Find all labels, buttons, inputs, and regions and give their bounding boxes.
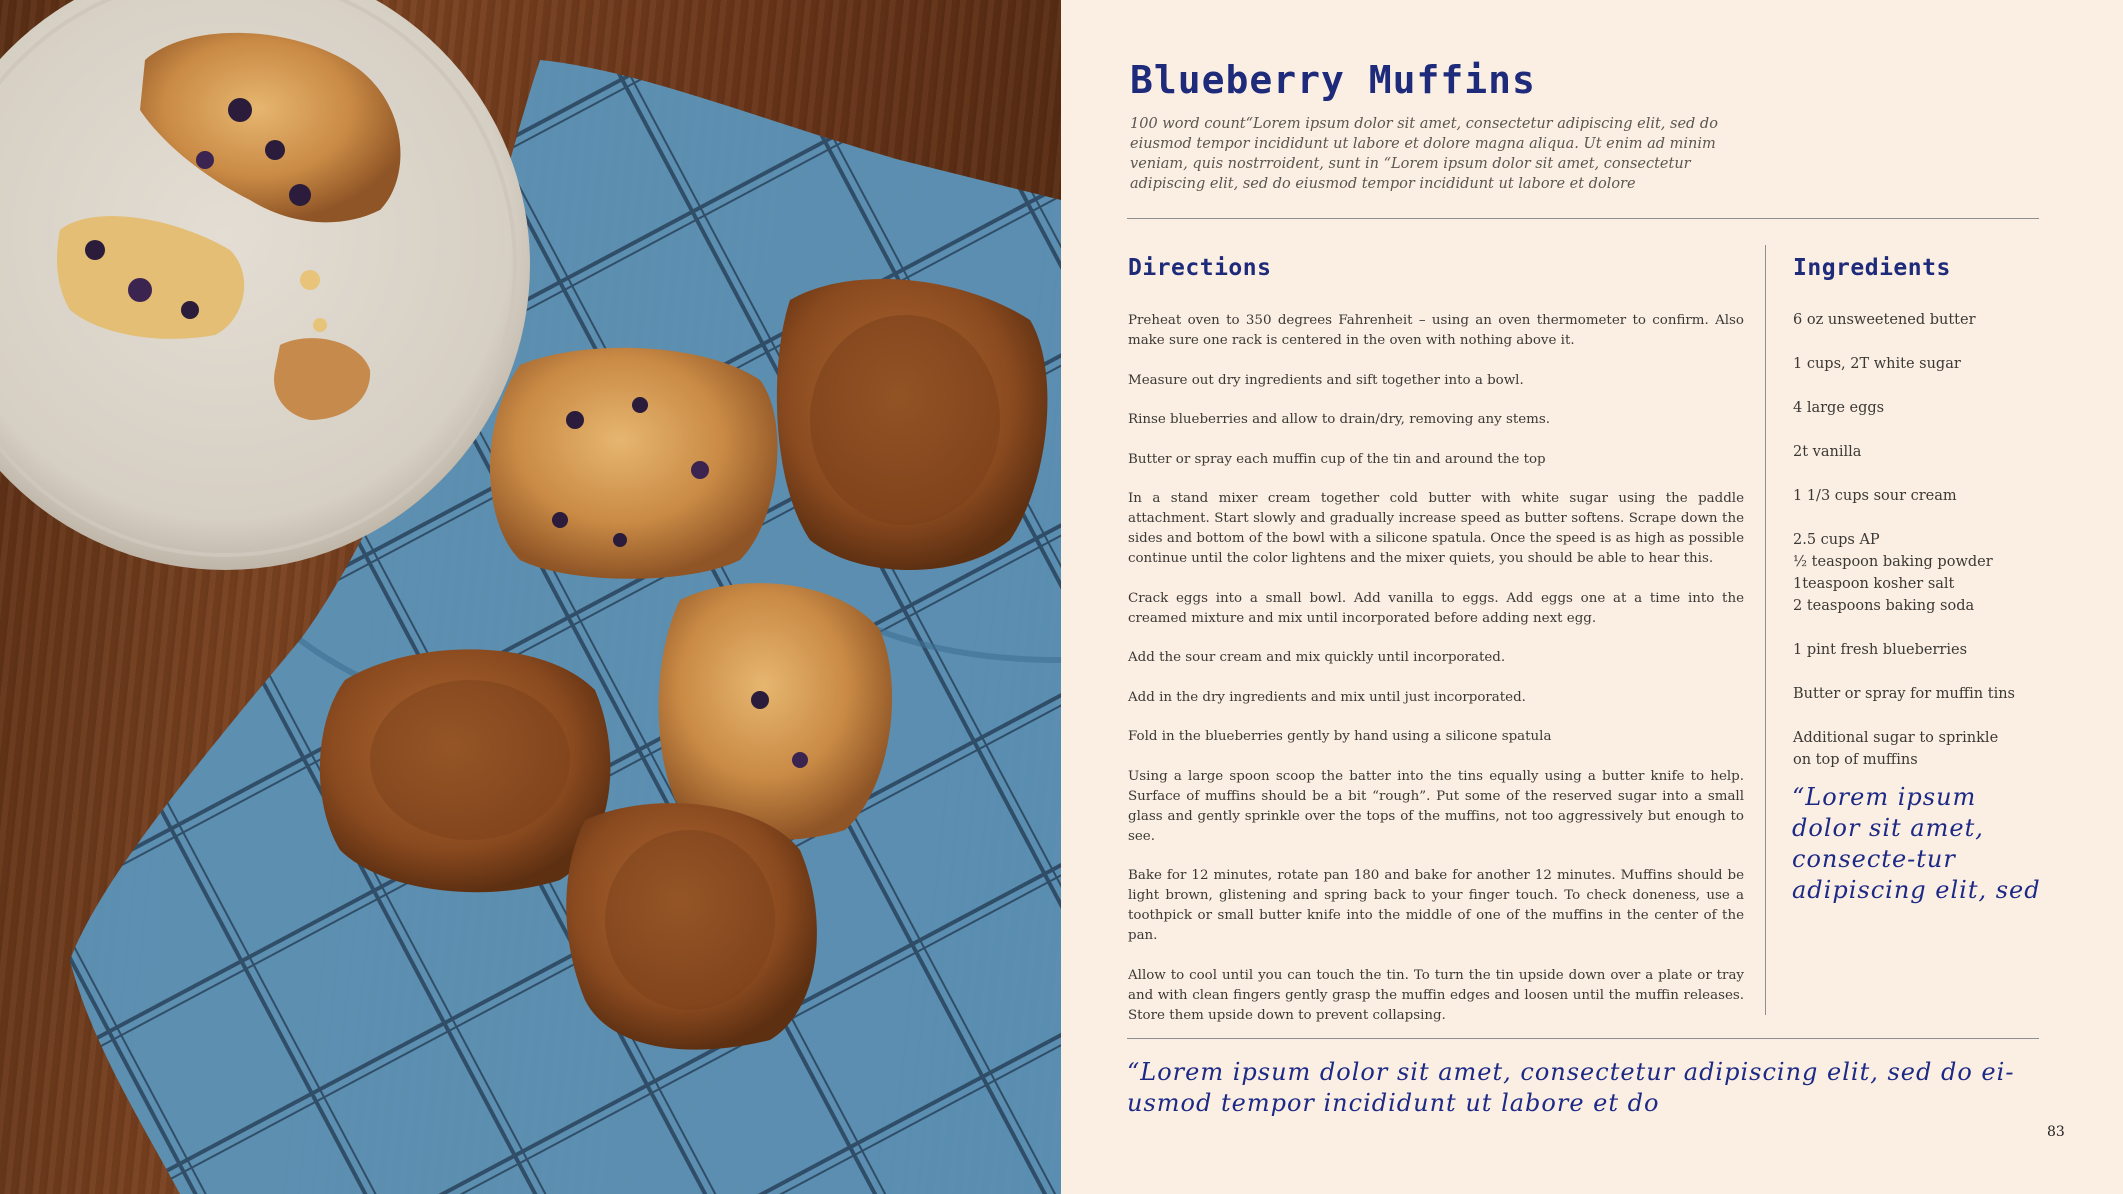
ingredient-item: 2 teaspoons baking soda [1793,598,1975,614]
direction-step: Bake for 12 minutes, rotate pan 180 and bake for another 12 minutes. Muffins should be light brown, glistening and spring back to your finger touch. To check doneness, use a toothpick or small butter knife into the middle of one of the muffins in the center of the pan. [1128,868,1744,943]
ingredient-item: on top of muffins [1793,752,1918,768]
ingredients-list [1793,309,2033,771]
side-quote: “Lorem ipsum dolor sit amet, consecte-tur adipiscing elit, sed [1792,783,2041,904]
direction-step: Preheat oven to 350 degrees Fahrenheit – using an oven thermometer to confirm. Also make sure one rack is centered in the oven with nothing above it. [1128,313,1744,348]
ingredients-heading: Ingredients [1793,255,1951,281]
muffin [659,583,892,840]
ingredient-item: Additional sugar to sprinkle [1793,730,1999,746]
ingredient-item: 6 oz unsweetened butter [1793,312,1976,328]
direction-step: Using a large spoon scoop the batter into the tins equally using a butter knife to help. Surface of muffins should be a bit “rough”. Put some of the reserved sugar into a small glass and gently sprinkle over the tops of the muffins, not too aggressively but enough to see. [1128,768,1744,844]
direction-step: Measure out dry ingredients and sift together into a bowl. [1128,372,1524,388]
divider-top [1127,218,2039,219]
direction-step: Crack eggs into a small bowl. Add vanilla to eggs. Add eggs one at a time into the creamed mixture and mix until incorporated before adding next egg. [1128,590,1744,626]
direction-step: Add the sour cream and mix quickly until incorporated. [1128,650,1506,665]
ingredient-item: 2t vanilla [1793,444,1862,460]
direction-step: Rinse blueberries and allow to drain/dry, removing any stems. [1128,412,1551,427]
directions-list [1128,311,1744,1045]
column-divider [1765,245,1766,1015]
recipe-title: Blueberry Muffins [1130,58,1536,102]
bottom-quote: “Lorem ipsum dolor sit amet, consectetur adipiscing elit, sed do ei-usmod tempor incididunt ut labore et do [1127,1058,2015,1117]
muffin [490,348,777,579]
ingredient-item: Butter or spray for muffin tins [1793,686,2015,702]
direction-step: Add in the dry ingredients and mix until just incorporated. [1128,689,1526,705]
directions-heading: Directions [1128,255,1272,281]
ingredient-item: 1 pint fresh blueberries [1793,642,1968,658]
direction-step: Allow to cool until you can touch the tin. To turn the tin upside down over a plate or tray and with clean fingers gently grasp the muffin edges and loosen until the muffin releases. Store them upside down to prevent collapsing. [1128,967,1744,1023]
ingredient-item: ½ teaspoon baking powder [1793,554,1993,570]
ingredient-item: 4 large eggs [1793,400,1885,416]
recipe-intro: 100 word count“Lorem ipsum dolor sit amet, consectetur adipiscing elit, sed do eiusmod tempor incididunt ut labore et dolore magna aliqua. Ut enim ad minim veniam, quis nostrroident, sunt in “Lorem ipsum dolor sit amet, consectetur adipiscing elit, sed do eiusmod tempor incididunt ut labore et dolore [1130,116,1718,192]
ingredient-item: 2.5 cups AP [1793,532,1880,548]
ingredient-item: 1teaspoon kosher salt [1793,576,1955,592]
ingredient-item: 1 cups, 2T white sugar [1793,356,1961,372]
page-number: 83 [2047,1124,2065,1140]
direction-step: Fold in the blueberries gently by hand using a silicone spatula [1128,729,1552,744]
muffin-photo [0,0,1061,1194]
divider-bottom [1127,1038,2039,1039]
direction-step: In a stand mixer cream together cold butter with white sugar using the paddle attachment. Start slowly and gradually increase speed as butter softens. Scrape down the sides and bottom of the bowl with a silicone spatula. Once the speed is as high as possible continue until the color lightens and the mixer quiets, you should be able to hear this. [1128,491,1744,566]
ingredient-item: 1 1/3 cups sour cream [1793,488,1957,504]
photo-illustration [0,0,1061,1194]
recipe-page [1061,0,2123,1194]
direction-step: Butter or spray each muffin cup of the tin and around the top [1128,451,1546,467]
